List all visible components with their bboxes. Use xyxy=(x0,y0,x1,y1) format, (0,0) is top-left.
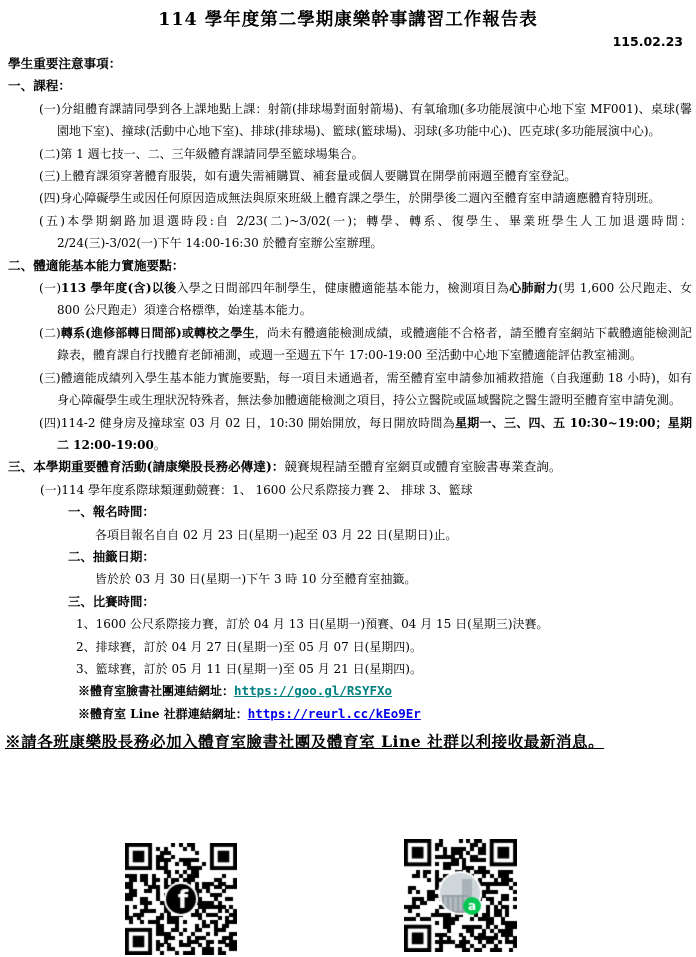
intro-heading: 學生重要注意事項： xyxy=(8,56,122,71)
line-qr-code xyxy=(404,839,517,952)
page-title: 114 學年度第二學期康樂幹事講習工作報告表 xyxy=(158,10,538,30)
line-link-line xyxy=(78,703,696,725)
fitness-item-4-text2: 。 xyxy=(153,437,166,452)
fitness-item-1-prefix: (一) xyxy=(39,281,62,296)
fitness-item-2-prefix: (二) xyxy=(39,325,61,340)
draw-date-heading: 二、抽籤日期： xyxy=(68,548,155,564)
facebook-qr-code xyxy=(125,843,237,955)
section3-heading-rest: 競賽規程請至體育室網頁或體育室臉書專業查詢。 xyxy=(284,459,562,475)
fitness-item-4-text1: (四)114-2 健身房及撞球室 03 月 02 日，10:30 開始開放，每日開放時間為 xyxy=(39,415,455,430)
footer-notice: ※請各班康樂股長務必加入體育室臉書社團及體育室 Line 社群以利接收最新消息。 xyxy=(5,732,605,752)
registration-time-text: 各項目報名自自 02 月 23 日(星期一)起至 03 月 22 日(星期日)止。 xyxy=(95,527,458,542)
section3-heading-bold: 三、本學期重要體育活動(請康樂股長務必傳達)： xyxy=(8,459,285,475)
document-date: 115.02.23 xyxy=(612,34,683,49)
course-item-1: (一)分組體育課請同學到各上課地點上課：射箭(排球場對面射箭場)、有氧瑜珈(多功能展演中心地下室 MF001)、桌球(馨園地下室)、撞球(活動中心地下室)、排球(排球場)、籃球(籃球場)、羽球(多功能中心)、匹克球(多功能展演中心)。 xyxy=(39,101,692,139)
section3-heading xyxy=(8,456,696,478)
line-link-label: ※體育室 Line 社群連結網址： xyxy=(78,706,248,721)
competition-overview: (一)114 學年度系際球類運動競賽：1、 1600 公尺系際接力賽 2、 排球 3、籃球 xyxy=(40,482,473,497)
line-community-link[interactable]: https://reurl.cc/kEo9Er xyxy=(247,705,421,721)
fitness-item-1 xyxy=(39,277,696,322)
facebook-link-line xyxy=(78,680,696,702)
fitness-item-2-bold: 轉系(進修部轉日間部)或轉校之學生 xyxy=(60,325,255,340)
fitness-item-1-text1: 入學之日間部四年制學生，健康體適能基本能力，檢測項目為 xyxy=(176,281,510,296)
match-item-relay: 1、1600 公尺系際接力賽，訂於 04 月 13 日(星期一)預賽、04 月 15 日(星期三)決賽。 xyxy=(76,617,549,632)
match-item-volleyball: 2、排球賽，訂於 04 月 27 日(星期一)至 05 月 07 日(星期四)。 xyxy=(76,639,422,654)
fitness-item-2-text: ，尚未有體適能檢測成績，或體適能不合格者，請至體育室網站下載體適能檢測記錄表，體育課自行找體育老師補測，或週一至週五下午 17:00-19:00 至活動中心地下室體適能評估教室補測。 xyxy=(57,325,692,363)
match-time-heading: 三、比賽時間： xyxy=(68,593,155,609)
fitness-item-4-bold: 星期一、三、四、五 10:30~19:00；星期二 12:00-19:00 xyxy=(57,415,693,452)
course-item-3: (三)上體育課須穿著體育服裝，如有遺失需補購買、補套量或個人要購買在開學前兩週至體育室登記。 xyxy=(39,169,577,184)
fitness-item-1-bold1: 113 學年度(含)以後 xyxy=(61,281,177,296)
section1-heading: 一、課程： xyxy=(8,78,71,94)
registration-time-heading: 一、報名時間： xyxy=(68,504,155,520)
course-item-4: (四)身心障礙學生或因任何原因造成無法與原來班級上體育課之學生，於開學後二週內至體育室申請適應體育特別班。 xyxy=(39,191,661,206)
fitness-item-3: (三)體適能成績列入學生基本能力實施要點，每一項目未通過者，需至體育室申請參加補救措施（自我運動 18 小時)，如有身心障礙學生或生理狀況特殊者，無法參加體適能檢測之項目，持公立醫院或區域醫院之醫生證明至體育室申請免測。 xyxy=(39,370,692,408)
course-item-5: (五)本學期網路加退選時段:自 2/23(二)~3/02(一)；轉學、轉系、復學生、畢業班學生人工加退選時間：2/24(三)-3/02(一)下午 14:00-16:30 於體育室辦公室辦理。 xyxy=(39,213,692,251)
fitness-item-4 xyxy=(39,412,696,457)
fitness-item-1-bold2: 心肺耐力 xyxy=(509,281,559,296)
fitness-item-1-text2: (男 1,600 公尺跑走、女 800 公尺跑走）須達合格標準，始達基本能力。 xyxy=(57,281,692,318)
facebook-group-link[interactable]: https://goo.gl/RSYFXo xyxy=(234,683,393,699)
course-item-2: (二)第 1 週七技一、二、三年級體育課請同學至籃球場集合。 xyxy=(39,146,364,161)
document-page xyxy=(0,7,696,957)
facebook-link-label: ※體育室臉書社團連結網址： xyxy=(78,684,235,699)
draw-date-text: 皆於於 03 月 30 日(星期一)下午 3 時 10 分至體育室抽籤。 xyxy=(95,572,417,587)
fitness-item-2 xyxy=(39,322,696,367)
section2-heading: 二、體適能基本能力實施要點： xyxy=(8,257,185,273)
match-item-basketball: 3、籃球賽，訂於 05 月 11 日(星期一)至 05 月 21 日(星期四)。 xyxy=(76,661,422,676)
